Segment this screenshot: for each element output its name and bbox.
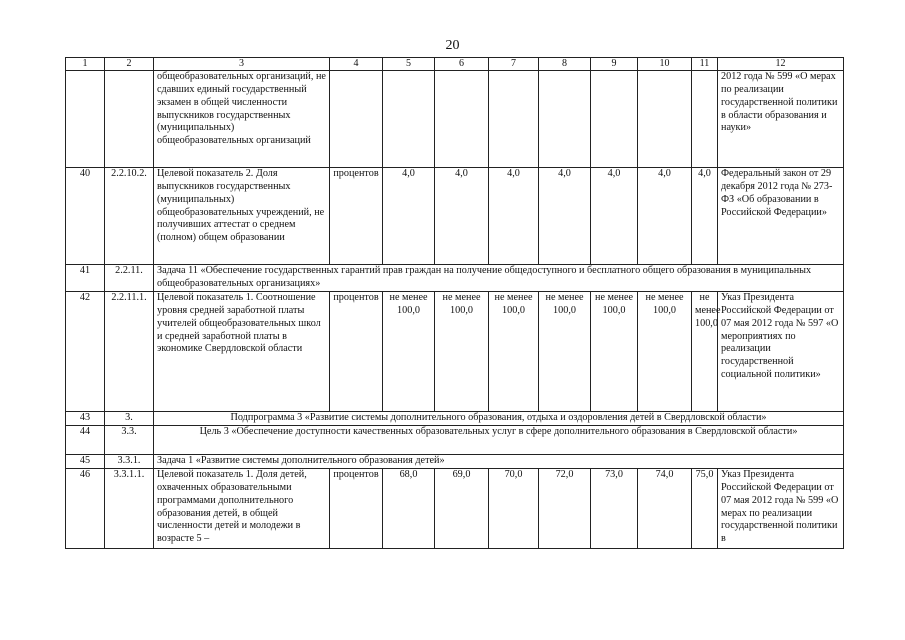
row-code: 3.3.: [105, 426, 154, 455]
row-number: 43: [66, 412, 105, 426]
page-number: 20: [445, 38, 460, 53]
target-value: 70,0: [489, 469, 539, 549]
target-value: 4,0: [539, 168, 591, 265]
column-number: 1: [66, 58, 105, 71]
target-value: [539, 71, 591, 168]
target-value: 69,0: [435, 469, 489, 549]
target-value: [435, 71, 489, 168]
target-value: 74,0: [638, 469, 692, 549]
legal-basis: Федеральный закон от 29 декабря 2012 года № 273-ФЗ «Об образовании в Российской Федерации»: [718, 168, 844, 265]
target-value: не менее 100,0: [638, 292, 692, 412]
target-value: 4,0: [638, 168, 692, 265]
column-number: 4: [330, 58, 383, 71]
row-code: 2.2.11.: [105, 265, 154, 292]
legal-basis: Указ Президента Российской Федерации от 07 мая 2012 года № 599 «О мерах по реализации государственной политики в: [718, 469, 844, 549]
target-value: 4,0: [692, 168, 718, 265]
target-value: 4,0: [591, 168, 638, 265]
column-number: 8: [539, 58, 591, 71]
row-code: 3.3.1.1.: [105, 469, 154, 549]
row-code: 2.2.10.2.: [105, 168, 154, 265]
unit: процентов: [330, 469, 383, 549]
column-number: 12: [718, 58, 844, 71]
legal-basis: 2012 года № 599 «О мерах по реализации государственной политики в области образования и науки»: [718, 71, 844, 168]
target-value: [489, 71, 539, 168]
column-number: 2: [105, 58, 154, 71]
unit: процентов: [330, 168, 383, 265]
target-value: [692, 71, 718, 168]
row-number: 45: [66, 455, 105, 469]
indicator-name: Целевой показатель 2. Доля выпускников государственных (муниципальных) общеобразовательных учреждений, не получивших аттестат о среднем (полном) общем образовании: [154, 168, 330, 265]
unit: [330, 71, 383, 168]
row-number: 44: [66, 426, 105, 455]
row-number: 42: [66, 292, 105, 412]
column-number: 10: [638, 58, 692, 71]
column-number: 7: [489, 58, 539, 71]
column-number-row: [66, 58, 844, 71]
column-number: 11: [692, 58, 718, 71]
row-number: 41: [66, 265, 105, 292]
target-value: не менее 100,0: [692, 292, 718, 412]
row-number: 46: [66, 469, 105, 549]
target-value: 73,0: [591, 469, 638, 549]
table-row: [66, 168, 844, 265]
target-value: не менее 100,0: [383, 292, 435, 412]
section-heading: Цель 3 «Обеспечение доступности качественных образовательных услуг в сфере дополнительного образования в Свердловской области»: [154, 426, 844, 455]
row-code: 3.3.1.: [105, 455, 154, 469]
target-value: не менее 100,0: [539, 292, 591, 412]
target-value: 75,0: [692, 469, 718, 549]
column-number: 5: [383, 58, 435, 71]
task-heading: Задача 11 «Обеспечение государственных гарантий прав граждан на получение общедоступного и бесплатного общего образования в муниципальных общеобразовательных организациях»: [154, 265, 844, 292]
target-value: 4,0: [489, 168, 539, 265]
section-heading: Подпрограмма 3 «Развитие системы дополнительного образования, отдыха и оздоровления детей в Свердловской области»: [154, 412, 844, 426]
indicator-name: Целевой показатель 1. Соотношение уровня средней заработной платы учителей общеобразовательных школ и средней заработной платы в экономике Свердловской области: [154, 292, 330, 412]
column-number: 9: [591, 58, 638, 71]
table-row: [66, 265, 844, 292]
indicator-name: общеобразовательных организаций, не сдавших единый государственный экзамен в общей численности выпускников государственных (муниципальных) общеобразовательных организаций: [154, 71, 330, 168]
target-value: не менее 100,0: [489, 292, 539, 412]
table-row: [66, 292, 844, 412]
legal-basis: Указ Президента Российской Федерации от 07 мая 2012 года № 597 «О мероприятиях по реализации государственной социальной политики»: [718, 292, 844, 412]
target-value: 4,0: [435, 168, 489, 265]
target-value: 4,0: [383, 168, 435, 265]
column-number: 3: [154, 58, 330, 71]
target-value: не менее 100,0: [591, 292, 638, 412]
target-value: [591, 71, 638, 168]
target-value: [383, 71, 435, 168]
target-value: [638, 71, 692, 168]
task-heading: Задача 1 «Развитие системы дополнительного образования детей»: [154, 455, 844, 469]
row-number: [66, 71, 105, 168]
row-code: 3.: [105, 412, 154, 426]
table-row: [66, 426, 844, 455]
target-value: 72,0: [539, 469, 591, 549]
table-row: [66, 469, 844, 549]
row-code: 2.2.11.1.: [105, 292, 154, 412]
unit: процентов: [330, 292, 383, 412]
table-row: [66, 455, 844, 469]
column-number: 6: [435, 58, 489, 71]
indicator-name: Целевой показатель 1. Доля детей, охваченных образовательными программами дополнительного образования детей, в общей численности детей и молодежи в возрасте 5 –: [154, 469, 330, 549]
row-code: [105, 71, 154, 168]
row-number: 40: [66, 168, 105, 265]
indicators-table: [65, 57, 844, 549]
table-row: [66, 71, 844, 168]
target-value: не менее 100,0: [435, 292, 489, 412]
table-row: [66, 412, 844, 426]
target-value: 68,0: [383, 469, 435, 549]
